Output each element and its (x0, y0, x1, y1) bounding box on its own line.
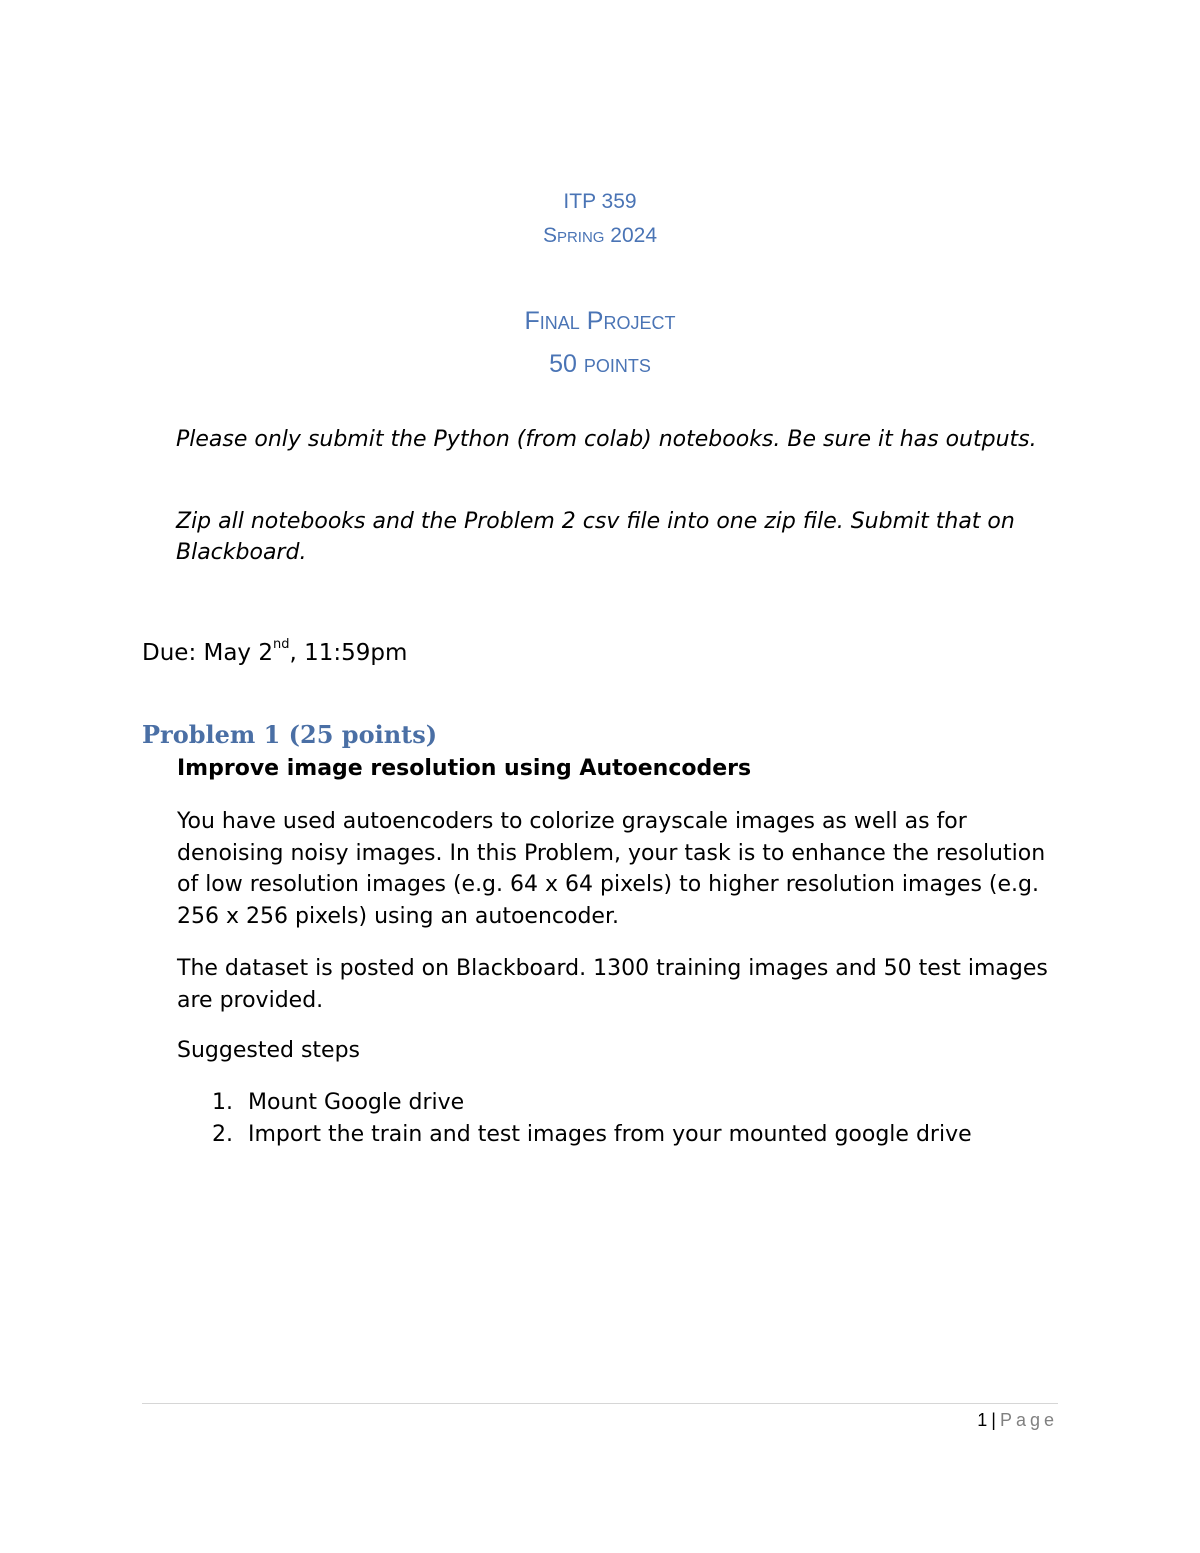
page-footer (977, 1410, 1058, 1431)
list-item (177, 1087, 1077, 1119)
suggested-steps-label: Suggested steps (177, 1038, 361, 1063)
suggested-steps-list (177, 1087, 1077, 1150)
submission-note: Please only submit the Python (from colab) notebooks. Be sure it has outputs. (176, 427, 1037, 452)
page-number: 1 (977, 1410, 988, 1430)
dataset-description: The dataset is posted on Blackboard. 1300 training images and 50 test images are provided. (177, 956, 1048, 1013)
footer-separator: | (991, 1410, 996, 1430)
footer-divider (142, 1403, 1058, 1404)
problem-1-description: You have used autoencoders to colorize grayscale images as well as for denoising noisy images. In this Problem, your task is to enhance the resolution of low resolution images (e.g. 64 x 64 pixels) to higher resolution images (e.g. 256 x 256 pixels) using an autoencoder. (177, 809, 1046, 929)
page-label: Page (999, 1410, 1058, 1430)
problem-1-heading: Problem 1 (25 points) (142, 720, 438, 749)
due-date-prefix: Due: May 2 (142, 640, 273, 666)
due-date (142, 637, 408, 666)
course-code: ITP 359 (563, 190, 637, 213)
due-date-ordinal: nd (273, 637, 290, 653)
list-item (177, 1119, 1077, 1151)
total-points: 50 points (549, 350, 651, 378)
list-item-text: Mount Google drive (248, 1090, 465, 1115)
problem-1-subheading: Improve image resolution using Autoencoders (177, 756, 752, 781)
due-date-time: , 11:59pm (289, 640, 408, 666)
list-item-number: 2. (212, 1121, 233, 1147)
list-item-text: Import the train and test images from your mounted google drive (248, 1121, 972, 1147)
document-title: Final Project (524, 307, 676, 335)
list-item-number: 1. (212, 1090, 233, 1115)
zip-instruction-note: Zip all notebooks and the Problem 2 csv file into one zip file. Submit that on Blackboard. (176, 509, 1015, 565)
term: Spring 2024 (542, 224, 658, 247)
